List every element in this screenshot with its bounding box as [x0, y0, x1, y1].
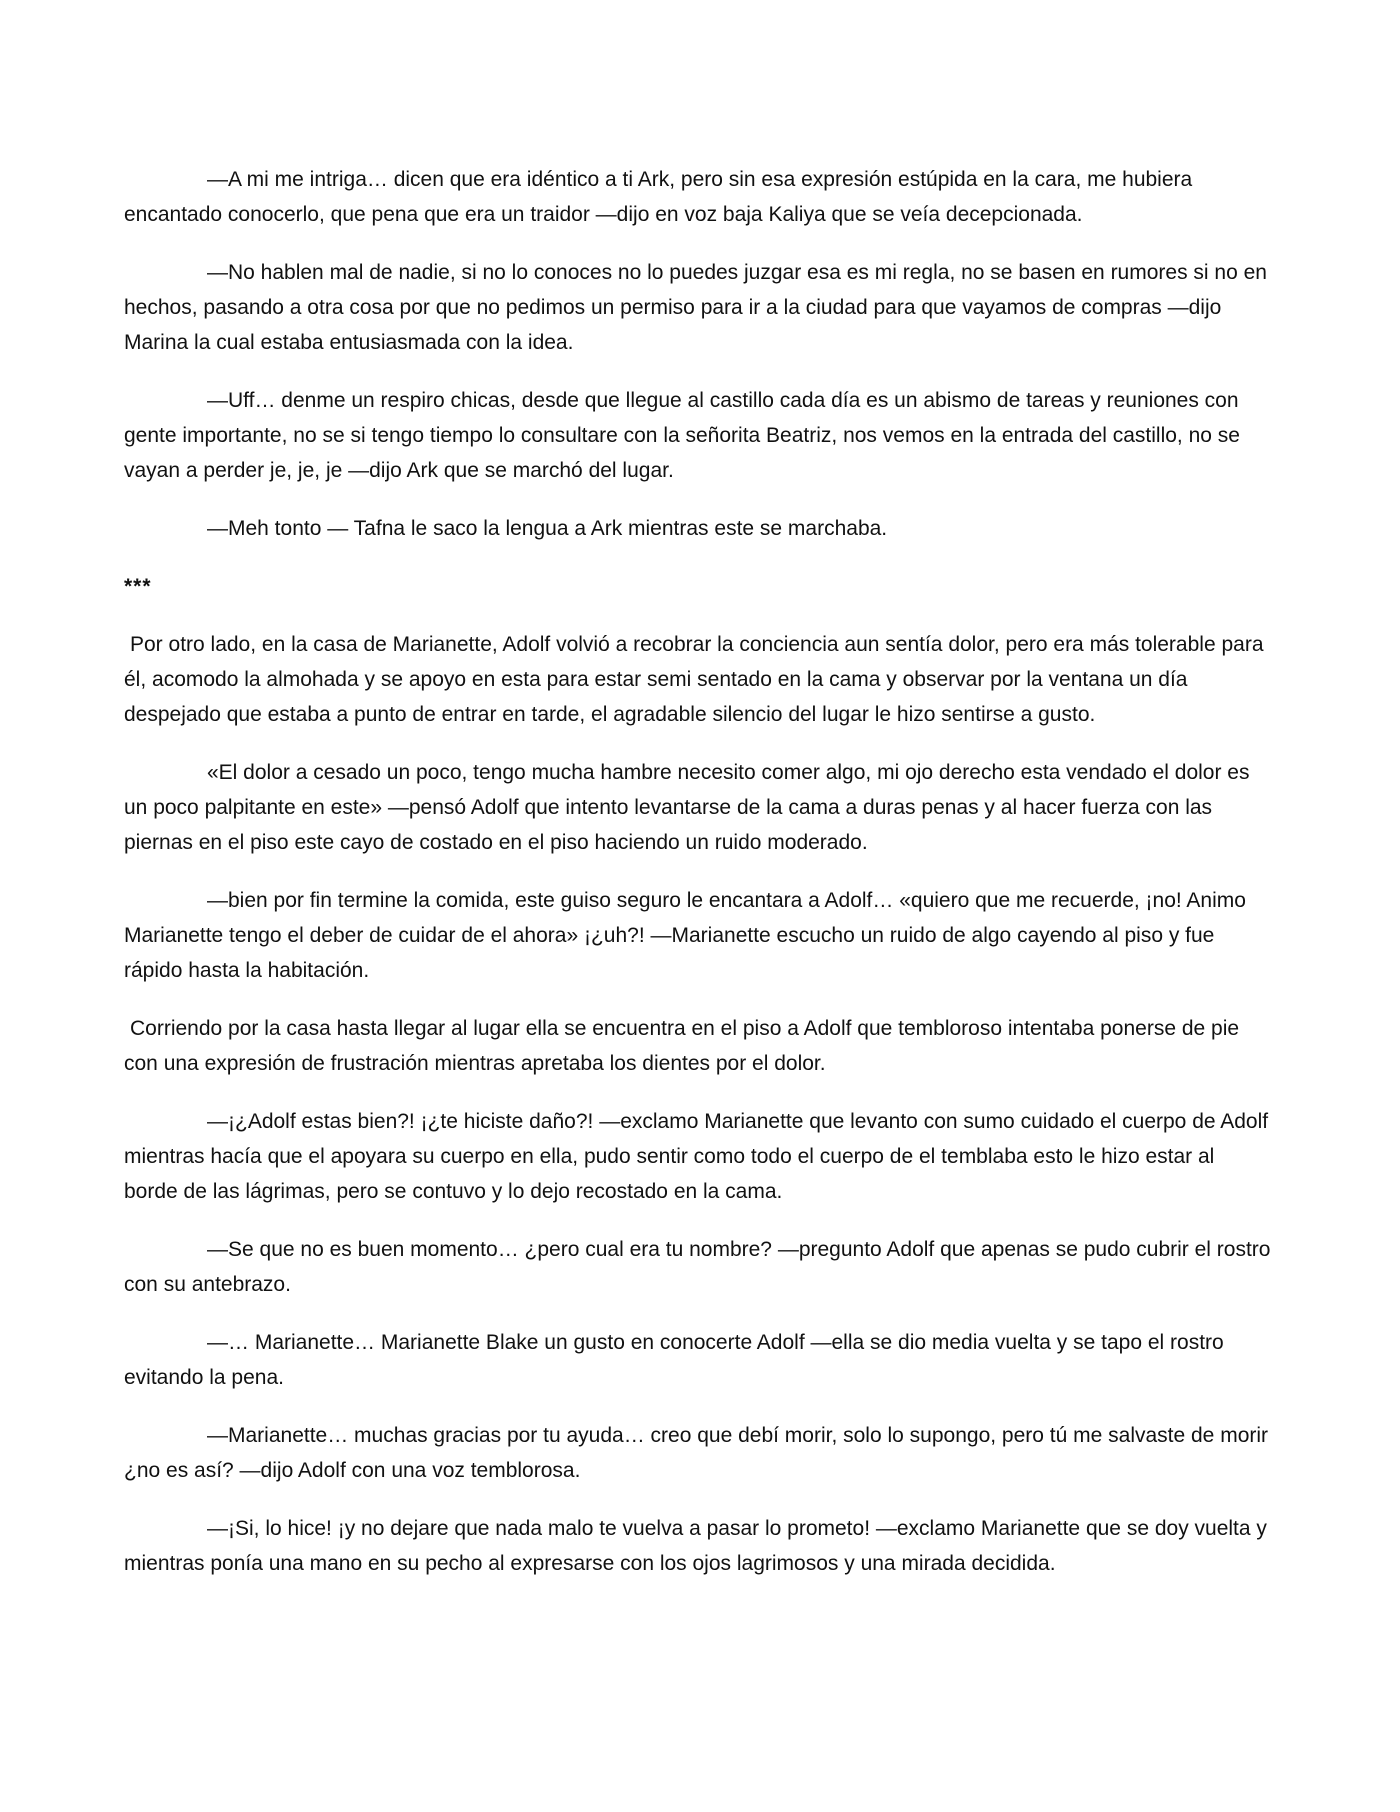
- paragraph-13: —¡Si, lo hice! ¡y no dejare que nada malo te vuelva a pasar lo prometo! —exclamo Marianette que se doy vuelta y mientras ponía una mano en su pecho al expresarse con los ojos lagrimosos y una mirada decidida.: [124, 1517, 1267, 1575]
- paragraph-7: —bien por fin termine la comida, este guiso seguro le encantara a Adolf… «quiero que me recuerde, ¡no! Animo Marianette tengo el deber de cuidar de el ahora» ¡¿uh?! —Marianette escucho un ruido de algo cayendo al piso y fue rápido hasta la habitación.: [124, 889, 1246, 982]
- paragraph-2: —No hablen mal de nadie, si no lo conoces no lo puedes juzgar esa es mi regla, no se basen en rumores si no en hechos, pasando a otra cosa por que no pedimos un permiso para ir a la ciudad para que vayamos de compras —dijo Marina la cual estaba entusiasmada con la idea.: [124, 261, 1267, 354]
- paragraph-3: —Uff… denme un respiro chicas, desde que llegue al castillo cada día es un abismo de tareas y reuniones con gente importante, no se si tengo tiempo lo consultare con la señorita Beatriz, nos vemos en la entrada del castillo, no se vayan a perder je, je, je —dijo Ark que se marchó del lugar.: [124, 389, 1240, 482]
- paragraph-11: —… Marianette… Marianette Blake un gusto en conocerte Adolf —ella se dio media vuelta y se tapo el rostro evitando la pena.: [124, 1331, 1224, 1389]
- paragraph-5: Por otro lado, en la casa de Marianette, Adolf volvió a recobrar la conciencia aun sentía dolor, pero era más tolerable para él, acomodo la almohada y se apoyo en esta para estar semi sentado en la cama y observar por la ventana un día despejado que estaba a punto de entrar en tarde, el agradable silencio del lugar le hizo sentirse a gusto.: [124, 633, 1264, 726]
- paragraph-6: «El dolor a cesado un poco, tengo mucha hambre necesito comer algo, mi ojo derecho esta vendado el dolor es un poco palpitante en este» —pensó Adolf que intento levantarse de la cama a duras penas y al hacer fuerza con las piernas en el piso este cayo de costado en el piso haciendo un ruido moderado.: [124, 761, 1250, 854]
- scene-separator: ***: [124, 575, 152, 598]
- paragraph-12: —Marianette… muchas gracias por tu ayuda… creo que debí morir, solo lo supongo, pero tú me salvaste de morir ¿no es así? —dijo Adolf con una voz temblorosa.: [124, 1424, 1269, 1482]
- paragraph-1: —A mi me intriga… dicen que era idéntico a ti Ark, pero sin esa expresión estúpida en la cara, me hubiera encantado conocerlo, que pena que era un traidor —dijo en voz baja Kaliya que se veía decepcionada.: [124, 168, 1193, 226]
- paragraph-9: —¡¿Adolf estas bien?! ¡¿te hiciste daño?! —exclamo Marianette que levanto con sumo cuidado el cuerpo de Adolf mientras hacía que el apoyara su cuerpo en ella, pudo sentir como todo el cuerpo de el temblaba esto le hizo estar al borde de las lágrimas, pero se contuvo y lo dejo recostado en la cama.: [124, 1110, 1269, 1203]
- paragraph-4: —Meh tonto — Tafna le saco la lengua a Ark mientras este se marchaba.: [207, 517, 888, 540]
- paragraph-10: —Se que no es buen momento… ¿pero cual era tu nombre? —pregunto Adolf que apenas se pudo cubrir el rostro con su antebrazo.: [124, 1238, 1271, 1296]
- paragraph-8: Corriendo por la casa hasta llegar al lugar ella se encuentra en el piso a Adolf que tembloroso intentaba ponerse de pie con una expresión de frustración mientras apretaba los dientes por el dolor.: [124, 1017, 1240, 1075]
